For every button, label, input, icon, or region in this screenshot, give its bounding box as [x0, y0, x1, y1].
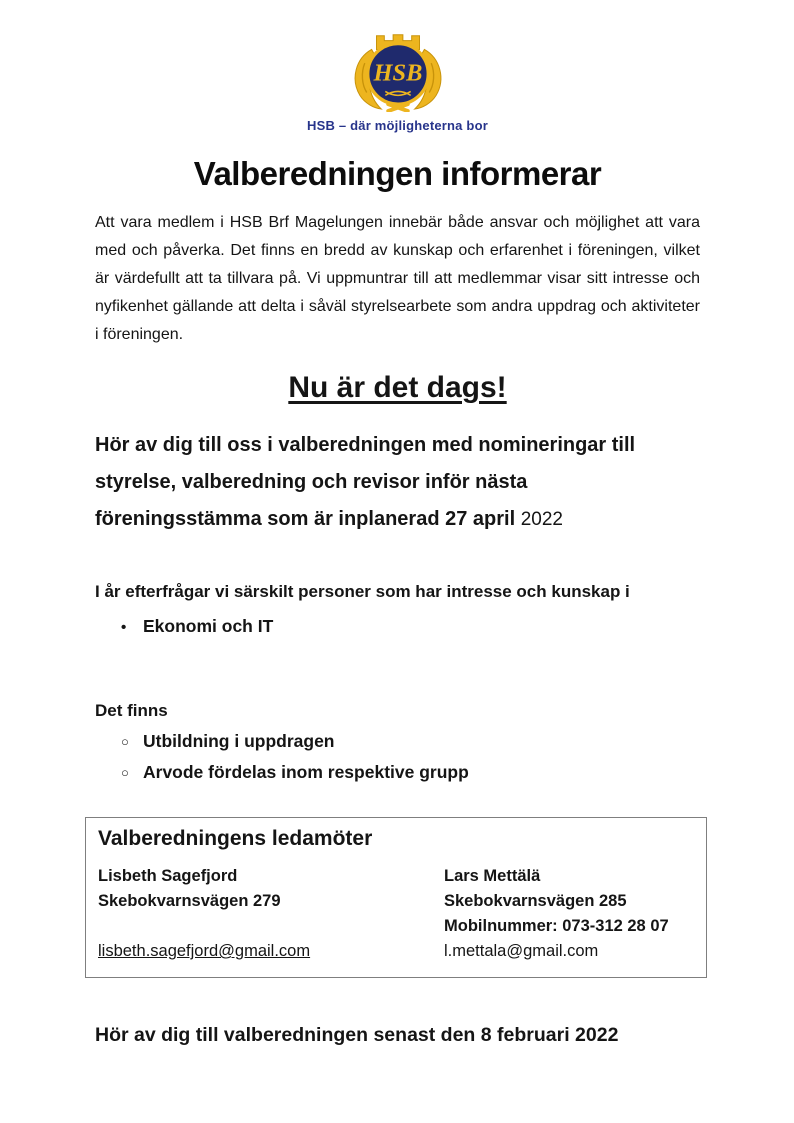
member-name: Lisbeth Sagefjord [98, 867, 238, 885]
member-email-link[interactable]: lisbeth.sagefjord@gmail.com [98, 942, 311, 960]
member-card-lars [444, 864, 694, 964]
cta-line-1: Hör av dig till oss i valberedningen med nomineringar till [95, 434, 636, 456]
page-title: Valberedningen informerar [193, 155, 602, 192]
cta-line-2: styrelse, valberedning och revisor inför nästa [95, 471, 528, 493]
list-item-label: Arvode fördelas inom respektive grupp [143, 762, 469, 782]
offer-lead: Det finns [95, 701, 168, 720]
request-list [95, 616, 700, 637]
list-item [95, 762, 700, 783]
hsb-crest-icon [339, 26, 457, 112]
member-card-lisbeth [98, 864, 444, 964]
bullet-circle-icon: ○ [121, 765, 129, 780]
members-box [85, 817, 707, 978]
offer-list [95, 731, 700, 783]
member-email: l.mettala@gmail.com [444, 942, 599, 960]
cta-year: 2022 [520, 509, 563, 530]
request-lead: I år efterfrågar vi särskilt personer som har intresse och kunskap i [95, 582, 630, 601]
member-address: Skebokvarnsvägen 285 [444, 892, 627, 910]
call-to-action [95, 427, 700, 538]
member-address: Skebokvarnsvägen 279 [98, 892, 281, 910]
member-spacer [98, 914, 444, 939]
list-item [95, 731, 700, 752]
header-logo [95, 26, 700, 133]
members-box-heading: Valberedningens ledamöter [98, 827, 373, 850]
headline-nu-ar-det-dags: Nu är det dags! [288, 371, 507, 404]
member-name: Lars Mettälä [444, 867, 541, 885]
list-item [95, 616, 700, 637]
cta-line-3: föreningsstämma som är inplanerad 27 april 2022 [95, 508, 563, 530]
deadline-line: Hör av dig till valberedningen senast den 8 februari 2022 [95, 1024, 619, 1046]
hsb-monogram: HSB [373, 59, 422, 87]
logo-tagline: HSB – där möjligheterna bor [307, 118, 488, 133]
list-item-label: Utbildning i uppdragen [143, 731, 335, 751]
intro-paragraph: Att vara medlem i HSB Brf Magelungen innebär både ansvar och möjlighet att vara med och påverka. Det finns en bredd av kunskap och erfarenhet i föreningen, vilket är värdefullt att ta tillvara på. Vi uppmuntrar till att medlemmar visar sitt intresse och nyfikenhet gällande att delta i såväl styrelsearbete som andra uppdrag och aktiviteter i föreningen. [95, 214, 700, 343]
list-item-label: Ekonomi och IT [143, 616, 274, 636]
member-phone: Mobilnummer: 073-312 28 07 [444, 917, 669, 935]
bullet-dot-icon: • [121, 619, 127, 636]
bullet-circle-icon: ○ [121, 734, 129, 749]
